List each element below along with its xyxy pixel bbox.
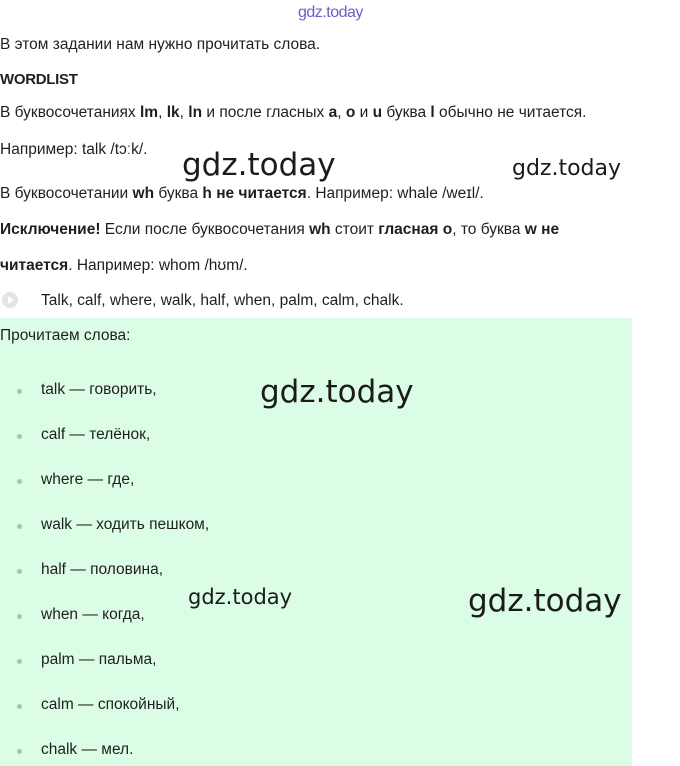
- bullet-icon: [17, 524, 22, 529]
- answer-title: Прочитаем слова:: [0, 327, 131, 344]
- word-entry: chalk — мел.: [41, 741, 134, 758]
- exception-line1: [0, 221, 559, 239]
- rule1-text: В буквосочетаниях: [0, 104, 140, 121]
- watermark: gdz.today: [188, 585, 293, 609]
- bullet-icon: [17, 434, 22, 439]
- rule-lm-lk-ln: [0, 104, 586, 122]
- bullet-icon: [17, 389, 22, 394]
- exception-text: , то буква: [452, 221, 525, 238]
- combo-ln: ln: [188, 104, 203, 121]
- watermark: gdz.today: [260, 374, 414, 410]
- watermark: gdz.today: [512, 156, 622, 181]
- rule1-text: и после гласных: [202, 104, 329, 121]
- rule1-text: буква: [382, 104, 431, 121]
- vowel-a: a: [328, 104, 338, 121]
- vowel-u: u: [372, 104, 383, 121]
- rule2-text: В буквосочетании: [0, 185, 133, 202]
- letter-h-silent: h не читается: [202, 185, 307, 202]
- combo-wh: wh: [132, 185, 155, 202]
- separator: ,: [179, 104, 189, 121]
- play-audio-icon[interactable]: [2, 292, 18, 308]
- word-entry: walk — ходить пешком,: [41, 516, 210, 533]
- letter-l: l: [430, 104, 435, 121]
- separator: и: [355, 104, 373, 121]
- intro-text: В этом задании нам нужно прочитать слова.: [0, 36, 321, 53]
- example-whom: . Например: whom /hʊm/.: [68, 257, 248, 274]
- watermark: gdz.today: [182, 147, 336, 183]
- combo-wh: wh: [309, 221, 331, 238]
- bullet-icon: [17, 614, 22, 619]
- bullet-icon: [17, 749, 22, 754]
- exception-label: Исключение!: [0, 221, 101, 238]
- rule1-text: обычно не читается.: [434, 104, 587, 121]
- rule-wh: [0, 185, 484, 203]
- watermark: gdz.today: [468, 583, 622, 619]
- rule2-text: буква: [154, 185, 203, 202]
- word-entry: talk — говорить,: [41, 381, 157, 398]
- bullet-icon: [17, 569, 22, 574]
- word-entry: calm — спокойный,: [41, 696, 180, 713]
- task-words: Talk, calf, where, walk, half, when, palm, calm, chalk.: [41, 292, 404, 309]
- example-talk: Например: talk /tɔːk/.: [0, 141, 148, 158]
- word-entry: palm — пальма,: [41, 651, 157, 668]
- vowel-o: o: [345, 104, 356, 121]
- exception-text: стоит: [330, 221, 379, 238]
- exception-text: Если после буквосочетания: [100, 221, 310, 238]
- exception-line2: [0, 257, 248, 275]
- letter-w: w не: [524, 221, 560, 238]
- bullet-icon: [17, 659, 22, 664]
- vowel-o: гласная o: [378, 221, 453, 238]
- combo-lm: lm: [140, 104, 159, 121]
- rule2-text: . Например: whale /weɪl/.: [306, 185, 484, 202]
- word-entry: when — когда,: [41, 606, 145, 623]
- separator: ,: [158, 104, 167, 121]
- word-entry: calf — телёнок,: [41, 426, 151, 443]
- bullet-icon: [17, 704, 22, 709]
- wordlist-heading: WORDLIST: [0, 71, 78, 88]
- site-logo[interactable]: gdz.today: [298, 4, 363, 21]
- exception-bold: читается: [0, 257, 69, 274]
- separator: ,: [337, 104, 346, 121]
- word-entry: half — половина,: [41, 561, 163, 578]
- word-entry: where — где,: [41, 471, 135, 488]
- combo-lk: lk: [166, 104, 180, 121]
- bullet-icon: [17, 479, 22, 484]
